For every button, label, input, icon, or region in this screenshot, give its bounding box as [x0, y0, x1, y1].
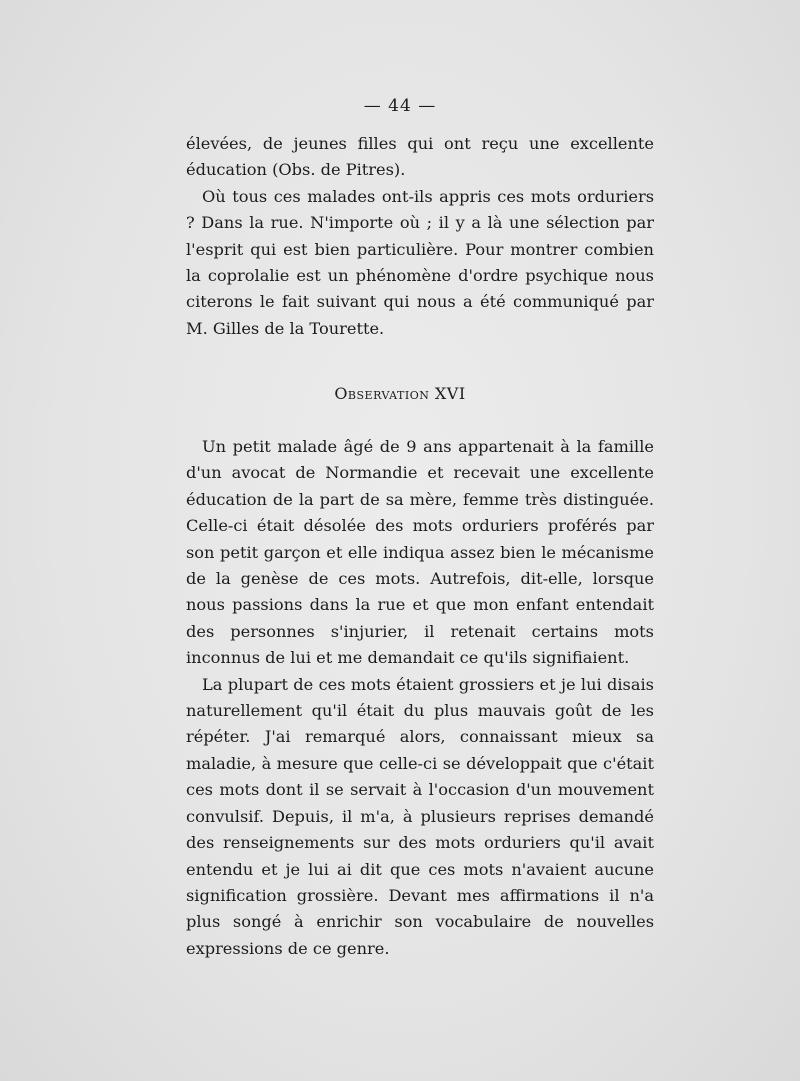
intro-paragraph: élevées, de jeunes filles qui ont reçu une excellente éducation (Obs. de Pitres). — [186, 134, 654, 180]
observation-title: Observation XVI — [334, 384, 466, 403]
page-number: — 44 — — [363, 96, 437, 116]
intro-paragraph: Où tous ces malades ont-ils appris ces mots orduriers ? Dans la rue. N'importe où ; il y a là une sélection par l'esprit qui est bien particulière. Pour montrer combien la coprolalie est un phénomène d'ordre psychique nous citerons le fait suivant qui nous a été communiqué par M. Gilles de la Tourette. — [186, 186, 654, 338]
section-heading — [0, 384, 800, 403]
observation-paragraph: Un petit malade âgé de 9 ans appartenait à la famille d'un avocat de Normandie et recevait une excellente éducation de la part de sa mère, femme très distinguée. Celle-ci était désolée des mots orduriers proférés par son petit garçon et elle indiqua assez bien le mécanisme de la genèse de ces mots. Autrefois, dit-elle, lorsque nous passions dans la rue et que mon enfant entendait des personnes s'injurier, il retenait certains mots inconnus de lui et me demandait ce qu'ils signifiaient. — [186, 437, 654, 668]
intro-text — [186, 131, 654, 342]
observation-text — [186, 434, 654, 962]
observation-paragraph: La plupart de ces mots étaient grossiers et je lui disais naturellement qu'il était du plus mauvais goût de les répéter. J'ai remarqué alors, connaissant mieux sa maladie, à mesure que celle-ci se développait que c'était ces mots dont il se servait à l'occasion d'un mouvement convulsif. Depuis, il m'a, à plusieurs reprises demandé des renseignements sur des mots orduriers qu'il avait entendu et je lui ai dit que ces mots n'avaient aucune signification grossière. Devant mes affirmations il n'a plus songé à enrichir son vocabulaire de nouvelles expressions de ce genre. — [186, 674, 654, 958]
